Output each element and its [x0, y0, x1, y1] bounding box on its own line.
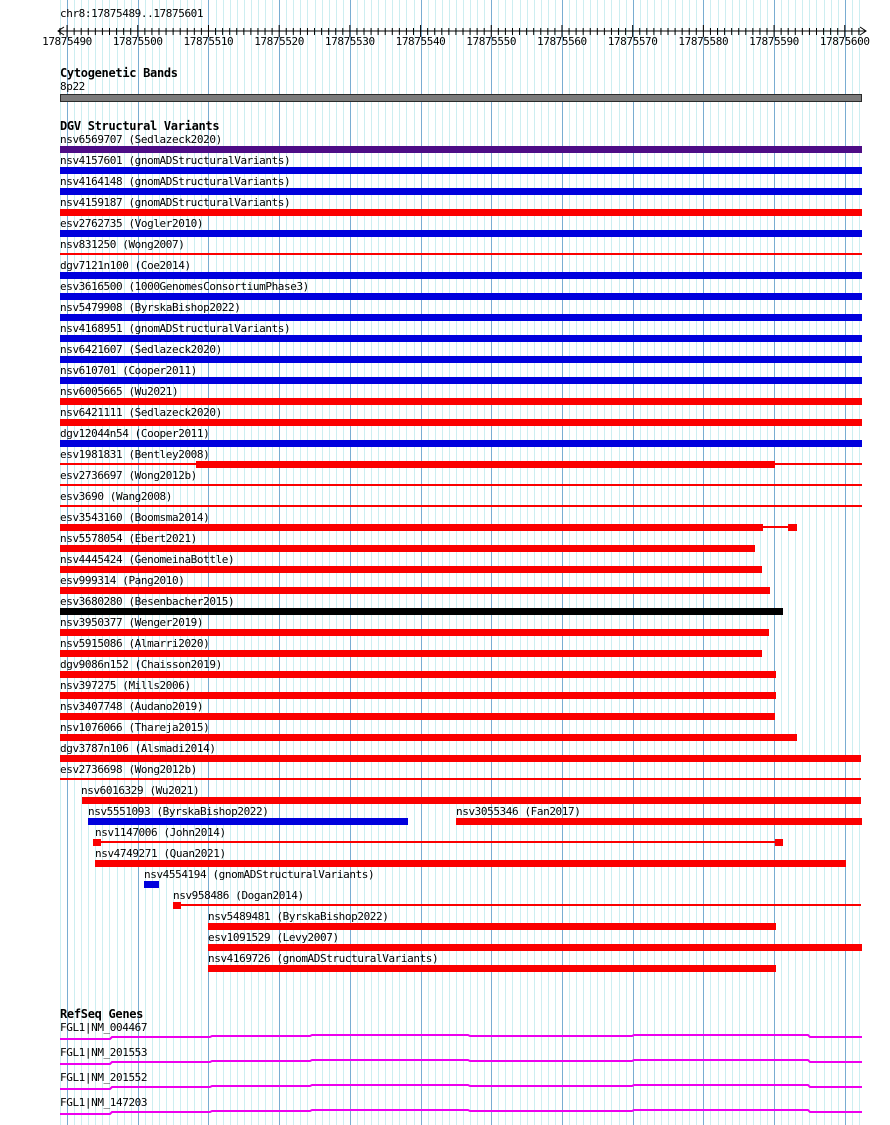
gene-label[interactable]: FGL1|NM_147203	[60, 1096, 148, 1109]
variant-bar-thick[interactable]	[60, 545, 755, 552]
variant-bar-thick[interactable]	[60, 377, 862, 384]
variant-bar-thin[interactable]	[101, 841, 775, 843]
variant-label[interactable]: nsv5479908 (ByrskaBishop2022)	[60, 301, 241, 314]
cytoband-bar[interactable]	[60, 94, 862, 102]
variant-label[interactable]: nsv6569707 (Sedlazeck2020)	[60, 133, 222, 146]
variant-bar-thick[interactable]	[60, 209, 862, 216]
variant-label[interactable]: nsv5915086 (Almarri2020)	[60, 637, 210, 650]
ruler-tick-label: 17875500	[112, 35, 163, 48]
variant-label[interactable]: nsv1076066 (Thareja2015)	[60, 721, 210, 734]
cytoband-label: 8p22	[60, 80, 85, 93]
variant-label[interactable]: esv3690 (Wang2008)	[60, 490, 173, 503]
variant-label[interactable]: esv2736698 (Wong2012b)	[60, 763, 197, 776]
variant-bar-thick[interactable]	[208, 923, 776, 930]
variant-label[interactable]: nsv397275 (Mills2006)	[60, 679, 191, 692]
variant-label[interactable]: esv999314 (Pang2010)	[60, 574, 185, 587]
variant-bar-thick[interactable]	[60, 524, 763, 531]
variant-bar-thick[interactable]	[60, 692, 776, 699]
variant-bar-thin[interactable]	[60, 484, 862, 486]
variant-label[interactable]: nsv3407748 (Audano2019)	[60, 700, 204, 713]
variant-label[interactable]: dgv12044n54 (Cooper2011)	[60, 427, 210, 440]
variant-bar-thick[interactable]	[60, 587, 770, 594]
variant-bar-thin[interactable]	[763, 526, 788, 528]
variant-label[interactable]: dgv3787n106 (Alsmadi2014)	[60, 742, 216, 755]
variant-label[interactable]: nsv958486 (Dogan2014)	[173, 889, 304, 902]
ruler-tick-label: 17875570	[607, 35, 658, 48]
variant-bar-thick[interactable]	[60, 629, 769, 636]
variant-label[interactable]: nsv4749271 (Quan2021)	[95, 847, 226, 860]
variant-bar-thick[interactable]	[60, 335, 862, 342]
variant-label[interactable]: esv2762735 (Vogler2010)	[60, 217, 204, 230]
variant-bar-thick[interactable]	[60, 650, 762, 657]
variant-label[interactable]: nsv3055346 (Fan2017)	[456, 805, 581, 818]
variant-label[interactable]: esv2736697 (Wong2012b)	[60, 469, 197, 482]
ruler-tick-label: 17875520	[254, 35, 304, 48]
variant-bar-thick[interactable]	[60, 440, 862, 447]
variant-bar-thick[interactable]	[60, 356, 862, 363]
variant-label[interactable]: esv1981831 (Bentley2008)	[60, 448, 210, 461]
variant-bar-thick[interactable]	[60, 608, 783, 615]
variant-label[interactable]: nsv4168951 (gnomADStructuralVariants)	[60, 322, 291, 335]
variant-bar-thick[interactable]	[208, 965, 776, 972]
variant-label[interactable]: nsv5578054 (Ebert2021)	[60, 532, 197, 545]
gene-label[interactable]: FGL1|NM_201552	[60, 1071, 148, 1084]
variant-bar-box[interactable]	[788, 524, 797, 531]
variant-label[interactable]: nsv6016329 (Wu2021)	[81, 784, 200, 797]
variant-bar-thick[interactable]	[60, 419, 862, 426]
gene-line[interactable]	[60, 1035, 862, 1039]
variant-label[interactable]: dgv9086n152 (Chaisson2019)	[60, 658, 222, 671]
variant-bar-thin[interactable]	[775, 463, 862, 465]
variant-bar-thick[interactable]	[60, 167, 862, 174]
variant-bar-thick[interactable]	[60, 314, 862, 321]
ruler-tick-label: 17875490	[42, 35, 92, 48]
variant-label[interactable]: nsv6421111 (Sedlazeck2020)	[60, 406, 222, 419]
variant-bar-thin[interactable]	[60, 778, 861, 780]
region-title: chr8:17875489..17875601	[60, 7, 204, 20]
variant-bar-box[interactable]	[775, 839, 783, 846]
gene-label[interactable]: FGL1|NM_004467	[60, 1021, 148, 1034]
variant-label[interactable]: nsv1147006 (John2014)	[95, 826, 226, 839]
variant-label[interactable]: nsv4159187 (gnomADStructuralVariants)	[60, 196, 291, 209]
variant-bar-thick[interactable]	[456, 818, 862, 825]
variant-bar-thick[interactable]	[60, 146, 862, 153]
variant-bar-thick[interactable]	[82, 797, 861, 804]
variant-label[interactable]: nsv5489481 (ByrskaBishop2022)	[208, 910, 389, 923]
ruler-tick-label: 17875530	[324, 35, 375, 48]
variant-bar-box[interactable]	[144, 881, 159, 888]
gene-line[interactable]	[60, 1110, 862, 1114]
variant-bar-thin[interactable]	[60, 505, 862, 507]
track-header-refseq: RefSeq Genes	[60, 1007, 144, 1021]
variant-label[interactable]: esv3616500 (1000GenomesConsortiumPhase3)	[60, 280, 309, 293]
track-header-dgv: DGV Structural Variants	[60, 119, 220, 133]
variant-bar-thick[interactable]	[60, 671, 776, 678]
variant-label[interactable]: nsv4554194 (gnomADStructuralVariants)	[144, 868, 375, 881]
variant-bar-thick[interactable]	[60, 734, 797, 741]
variant-label[interactable]: nsv610701 (Cooper2011)	[60, 364, 197, 377]
variant-bar-thin[interactable]	[60, 253, 862, 255]
variant-bar-thick[interactable]	[60, 755, 861, 762]
variant-bar-box[interactable]	[93, 839, 101, 846]
variant-bar-thick[interactable]	[60, 566, 762, 573]
variant-label[interactable]: esv3680280 (Besenbacher2015)	[60, 595, 235, 608]
variant-bar-thick[interactable]	[60, 293, 862, 300]
variant-label[interactable]: nsv6005665 (Wu2021)	[60, 385, 179, 398]
variant-bar-thick[interactable]	[60, 230, 862, 237]
variant-bar-box[interactable]	[173, 902, 181, 909]
ruler-tick-label: 17875600	[819, 35, 870, 48]
track-header-cytogenetic: Cytogenetic Bands	[60, 66, 178, 80]
variant-label[interactable]: nsv5551093 (ByrskaBishop2022)	[88, 805, 269, 818]
variant-bar-thick[interactable]	[95, 860, 846, 867]
ruler-tick-label: 17875540	[395, 35, 446, 48]
variant-label[interactable]: nsv4445424 (GenomeinaBottle)	[60, 553, 235, 566]
ruler-tick-label: 17875590	[749, 35, 799, 48]
ruler-tick-label: 17875550	[466, 35, 517, 48]
variant-label[interactable]: nsv4164148 (gnomADStructuralVariants)	[60, 175, 291, 188]
variant-label[interactable]: dgv7121n100 (Coe2014)	[60, 259, 191, 272]
variant-bar-thin[interactable]	[60, 463, 196, 465]
variant-bar-thick[interactable]	[60, 188, 862, 195]
ruler-tick-label: 17875580	[678, 35, 729, 48]
variant-label[interactable]: nsv831250 (Wong2007)	[60, 238, 185, 251]
gene-label[interactable]: FGL1|NM_201553	[60, 1046, 148, 1059]
variant-label[interactable]: nsv4157601 (gnomADStructuralVariants)	[60, 154, 291, 167]
gene-line[interactable]	[60, 1085, 862, 1089]
variant-bar-thick[interactable]	[88, 818, 408, 825]
variant-bar-thick[interactable]	[60, 272, 862, 279]
variant-bar-thick[interactable]	[208, 944, 862, 951]
variant-bar-thick[interactable]	[60, 713, 775, 720]
variant-label[interactable]: esv3543160 (Boomsma2014)	[60, 511, 210, 524]
variant-label[interactable]: esv1091529 (Levy2007)	[208, 931, 339, 944]
variant-bar-thick[interactable]	[196, 461, 775, 468]
variant-label[interactable]: nsv3950377 (Wenger2019)	[60, 616, 204, 629]
variant-bar-thick[interactable]	[60, 398, 862, 405]
ruler-tick-label: 17875510	[183, 35, 234, 48]
ruler-tick-label: 17875560	[537, 35, 587, 48]
variant-bar-thin[interactable]	[181, 904, 861, 906]
variant-label[interactable]: nsv4169726 (gnomADStructuralVariants)	[208, 952, 439, 965]
variant-label[interactable]: nsv6421607 (Sedlazeck2020)	[60, 343, 222, 356]
gene-line[interactable]	[60, 1060, 862, 1064]
